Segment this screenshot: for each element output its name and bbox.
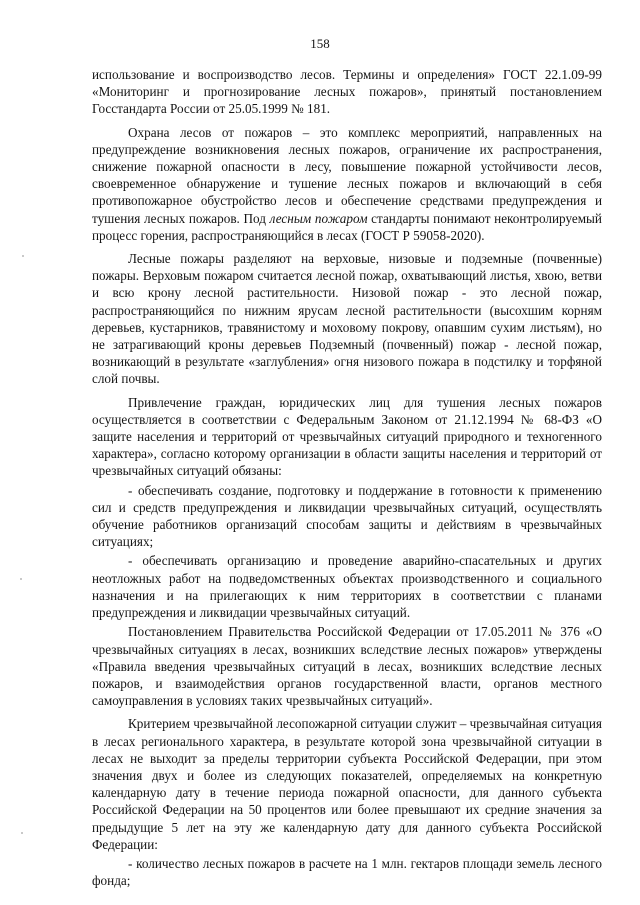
paragraph-p2 bbox=[92, 124, 602, 244]
paragraph-p3 bbox=[92, 250, 602, 388]
document-body bbox=[92, 66, 602, 895]
text-run: Лесные пожары разделяют на верховые, низовые и подземные (почвенные) пожары. Верховым пожаром считается лесной пожар, охватывающий листья, хвою, ветви и всю крону лесной растительности. Низовой пожар - это лесной пожар, распространяющийся по нижним ярусам лесной растительности (высохшим корням деревьев, кустарников, травянистому и моховому покрову, опавшим сухим листьям), но не затрагивающий кроны деревьев Подземный (почвенный) пожар - лесной пожар, возникающий в результате «заглубления» огня низового пожара в подстилку и торфяной слой почвы. bbox=[92, 251, 602, 387]
italic-term: лесным пожаром bbox=[269, 210, 368, 226]
paragraph-p6 bbox=[92, 552, 602, 621]
text-run: - количество лесных пожаров в расчете на 1 млн. гектаров площади земель лесного фонда; bbox=[92, 855, 602, 889]
paragraph-p8 bbox=[92, 715, 602, 853]
text-run: Постановлением Правительства Российской Федерации от 17.05.2011 № 376 «О чрезвычайных ситуациях в лесах, возникших вследствие лесных пожаров» утверждены «Правила введения чрезвычайных ситуаций в лесах, возникших вследствие лесных пожаров, и взаимодействия органов государственной власти, органов местного самоуправления в условиях таких чрезвычайных ситуаций». bbox=[92, 624, 602, 709]
text-run: - обеспечивать создание, подготовку и поддержание в готовности к применению сил и средств предупреждения и ликвидации чрезвычайных ситуаций, осуществлять обучение работников организаций способам защиты и действиям в чрезвычайных ситуациях; bbox=[92, 482, 602, 550]
paragraph-p7 bbox=[92, 623, 602, 709]
scan-speck bbox=[22, 255, 24, 257]
text-run: использование и воспроизводство лесов. Термины и определения» ГОСТ 22.1.09-99 «Мониторинг и прогнозирование лесных пожаров», принятый постановлением Госстандарта России от 25.05.1999 № 181. bbox=[92, 67, 602, 117]
paragraph-p1 bbox=[92, 66, 602, 118]
text-run: стандарты понимают неконтролируемый процесс горения, распространяющийся в лесах (ГОСТ Р 59058-2020). bbox=[92, 210, 602, 243]
paragraph-p9 bbox=[92, 855, 602, 889]
text-run: - обеспечивать организацию и проведение аварийно-спасательных и других неотложных работ на подведомственных объектах производственного и социального назначения и на прилегающих к ним территориях в соответствии с планами предупреждения и ликвидации чрезвычайных ситуаций. bbox=[92, 553, 602, 621]
page-number: 158 bbox=[310, 36, 330, 51]
scan-speck bbox=[21, 832, 23, 834]
text-run: Охрана лесов от пожаров – это комплекс мероприятий, направленных на предупреждение возникновения лесных пожаров, ограничение их распространения, снижение пожарной опасности в лесу, повышение пожарной устойчивости лесов, своевременное обнаружение и тушение лесных пожаров и включающий в себя противопожарное обустройство лесов и обеспечение средствами предупреждения и тушения лесных пожаров. Под bbox=[92, 124, 602, 226]
text-run: Привлечение граждан, юридических лиц для тушения лесных пожаров осуществляется в соответствии с Федеральным Законом от 21.12.1994 № 68-ФЗ «О защите населения и территорий от чрезвычайных ситуаций природного и техногенного характера», согласно которому организации в области защиты населения и территорий от чрезвычайных ситуаций обязаны: bbox=[92, 394, 602, 479]
paragraph-p5 bbox=[92, 482, 602, 551]
scan-speck bbox=[20, 578, 22, 580]
text-run: Критерием чрезвычайной лесопожарной ситуации служит – чрезвычайная ситуация в лесах регионального характера, в результате которой зона чрезвычайной ситуации в лесах не выходит за пределы территории субъекта Российской Федерации, при этом значения двух и более из следующих показателей, определяемых на конкретную календарную дату в течение периода пожарной опасности, для данного субъекта Российской Федерации на 50 процентов или более превышают их средние значения за предыдущие 5 лет на эту же календарную дату для данного субъекта Российской Федерации: bbox=[92, 716, 602, 852]
paragraph-p4 bbox=[92, 394, 602, 480]
